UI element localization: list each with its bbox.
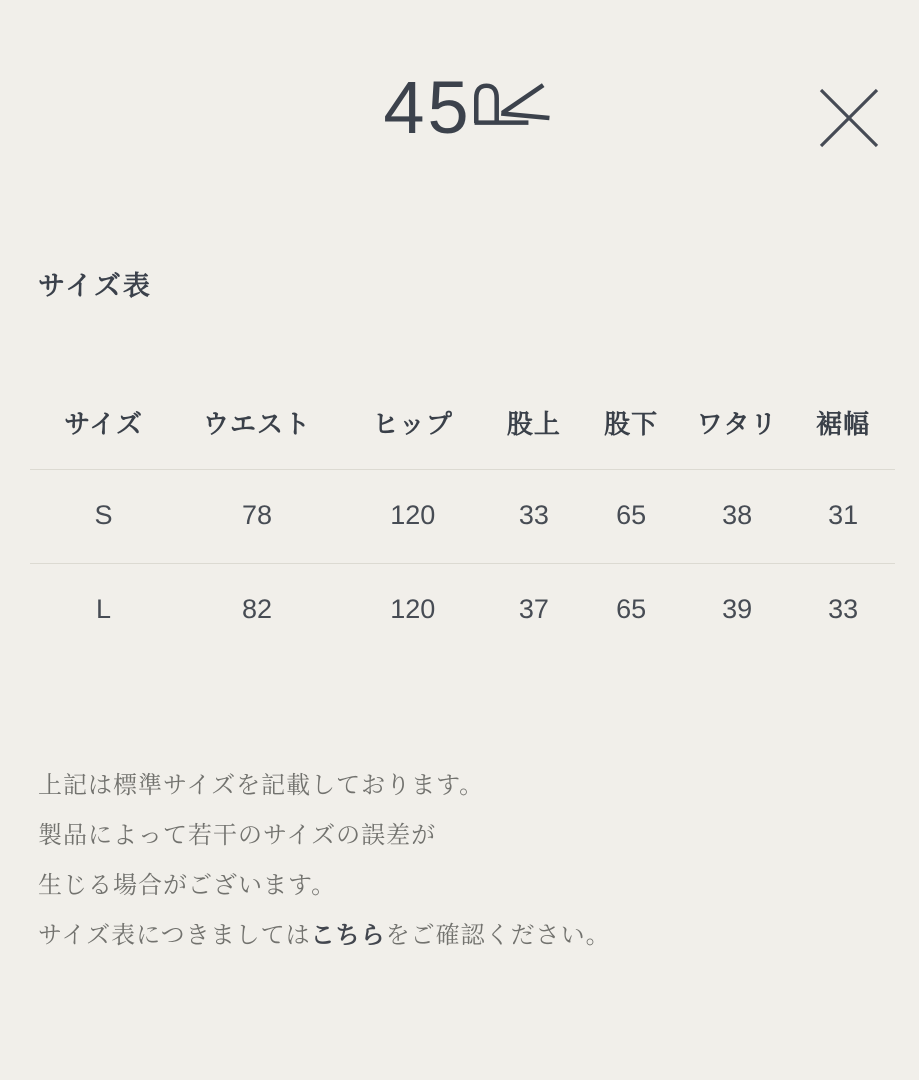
cell-hip: 120: [390, 594, 436, 624]
size-table: [30, 404, 895, 657]
page-title: サイズ表: [38, 271, 152, 301]
kochira-link[interactable]: こちら: [310, 922, 386, 949]
note-line-1: 上記は標準サイズを記載しております。: [38, 772, 485, 799]
brand-r-icon: [474, 70, 550, 145]
col-header-hem: 裾幅: [791, 404, 895, 470]
col-header-rise: 股上: [488, 404, 579, 470]
cell-inseam: 65: [616, 594, 647, 624]
col-header-thigh: ワタリ: [683, 404, 791, 470]
cell-rise: 33: [488, 470, 579, 564]
cell-waist: 78: [177, 470, 337, 564]
close-button[interactable]: [815, 84, 883, 152]
note-line-2: 製品によって若干のサイズの誤差が: [38, 822, 437, 849]
note-line-4-prefix: サイズ表につきましては: [38, 922, 311, 949]
cell-waist: 82: [242, 594, 273, 624]
cell-size: L: [96, 594, 112, 624]
note-line-3: 生じる場合がございます。: [38, 872, 337, 899]
size-notes: [38, 761, 919, 961]
note-line-4-suffix: をご確認ください。: [385, 922, 611, 949]
modal-header: [0, 0, 919, 180]
table-row-s: [30, 470, 895, 564]
close-icon: [815, 140, 883, 155]
col-header-waist: ウエスト: [177, 404, 337, 470]
table-header-row: [30, 404, 895, 470]
cell-size: S: [30, 470, 177, 564]
brand-logo-45r: [0, 66, 919, 149]
note-line-4: [38, 911, 919, 961]
col-header-inseam: 股下: [579, 404, 683, 470]
cell-thigh: 39: [722, 594, 753, 624]
brand-logo-digits: 45: [383, 66, 472, 149]
col-header-hip: ヒップ: [337, 404, 488, 470]
cell-hip: 120: [337, 470, 488, 564]
cell-inseam: 65: [579, 470, 683, 564]
cell-rise: 37: [518, 594, 549, 624]
table-row-l: [30, 564, 895, 658]
cell-thigh: 38: [683, 470, 791, 564]
cell-hem: 33: [828, 594, 859, 624]
cell-hem: 31: [791, 470, 895, 564]
col-header-size: サイズ: [30, 404, 177, 470]
